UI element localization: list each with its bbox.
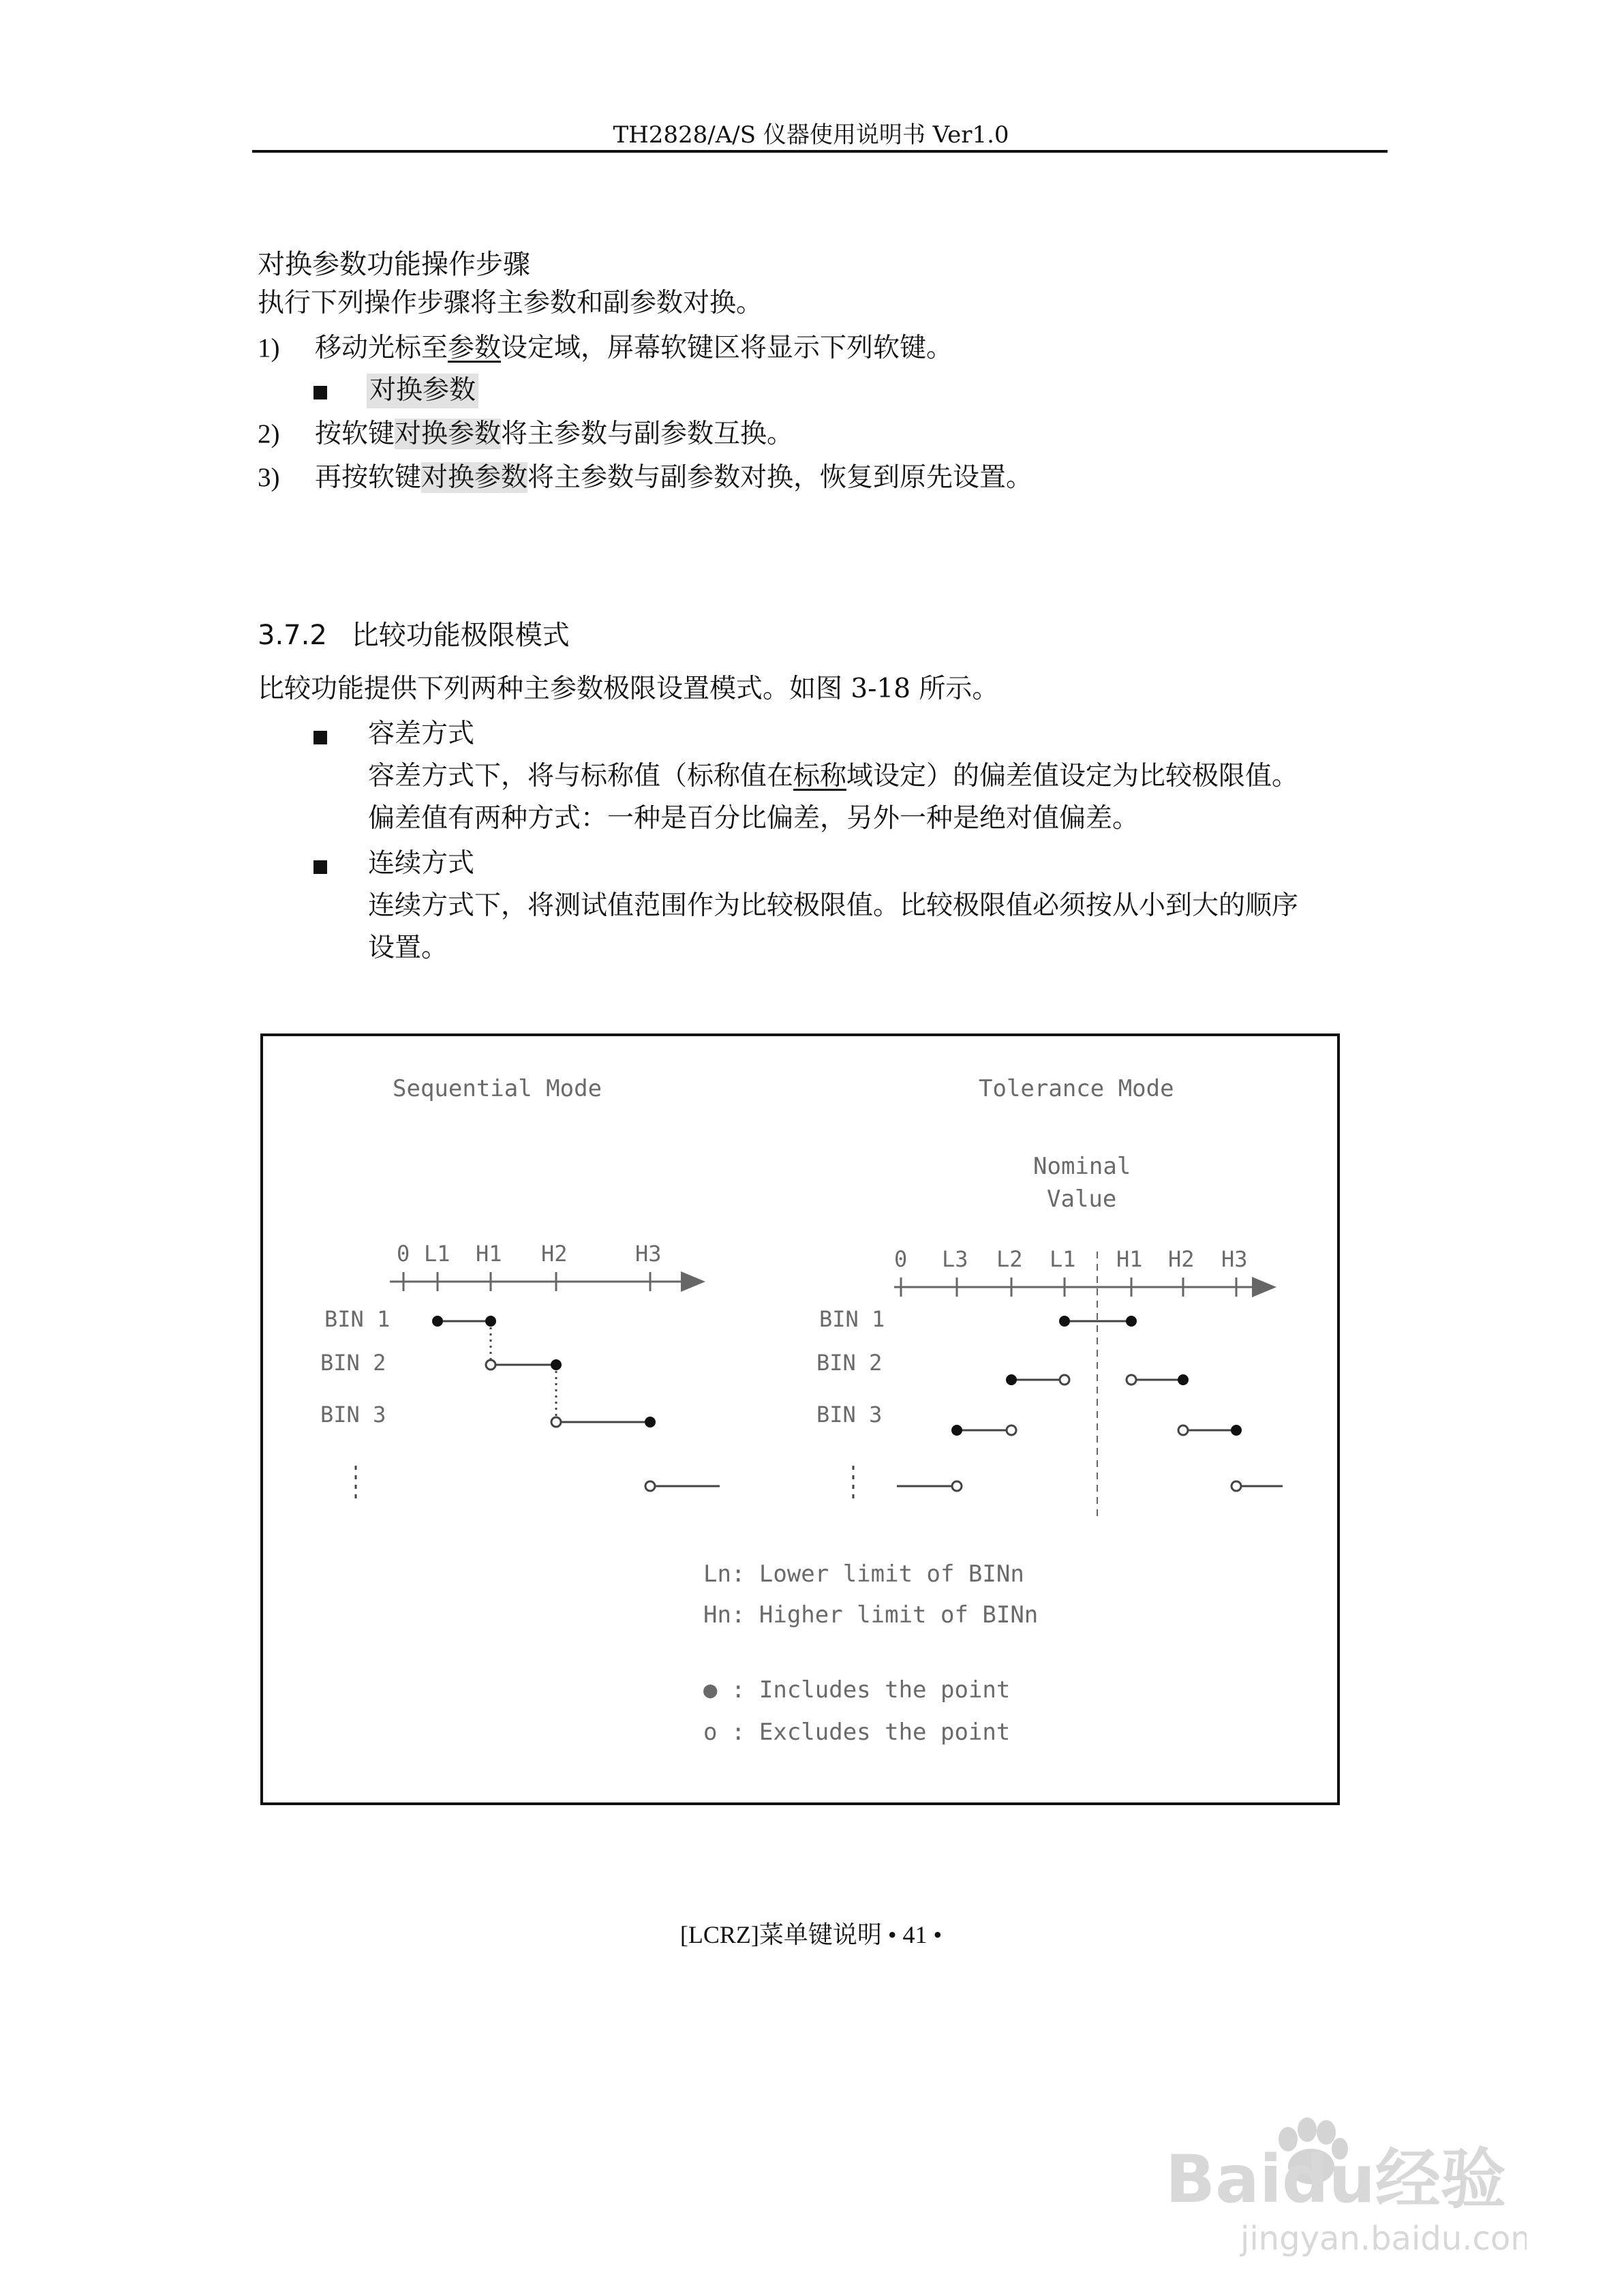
tol-tick-label-l3: L3 xyxy=(942,1246,968,1272)
step-2-post: 将主参数与副参数互换。 xyxy=(501,419,794,449)
header-rule xyxy=(252,150,1388,153)
nominal-label-line-1: Nominal xyxy=(1033,1153,1131,1180)
tol-tick-label-l2: L2 xyxy=(996,1246,1023,1272)
open-point-icon xyxy=(1007,1425,1016,1435)
bullet-icon xyxy=(313,731,327,744)
section-heading xyxy=(258,614,570,652)
step-3-number: 3) xyxy=(258,463,280,492)
filled-point-icon xyxy=(1231,1425,1242,1436)
nominal-field-name: 标称 xyxy=(793,761,847,791)
swap-section-heading: 对换参数功能操作步骤 xyxy=(258,249,530,280)
limit-intro: 比较功能提供下列两种主参数极限设置模式。如图 3-18 所示。 xyxy=(258,674,999,704)
seq-bin-1-label: BIN 1 xyxy=(324,1306,391,1332)
step-1-text xyxy=(315,331,953,366)
open-point-icon xyxy=(1127,1375,1136,1385)
section-title: 比较功能极限模式 xyxy=(351,620,570,651)
seq-tick-label-h1: H1 xyxy=(476,1241,502,1267)
legend-filled-point: ● : Includes the point xyxy=(703,1676,1011,1704)
filled-point-icon xyxy=(485,1316,496,1327)
step-1-post: 设定域，屏幕软键区将显示下列软键。 xyxy=(501,333,953,363)
step-2-text xyxy=(315,417,793,452)
tol-tick-label-h3: H3 xyxy=(1221,1246,1248,1272)
step-3-text xyxy=(315,461,1032,496)
filled-point-icon xyxy=(1006,1374,1017,1385)
seq-tick-label-h3: H3 xyxy=(635,1241,662,1267)
step-3-pre: 再按软键 xyxy=(315,462,422,493)
watermark-graphic xyxy=(1145,2086,1527,2263)
page-footer: [LCRZ]菜单键说明 • 41 • xyxy=(679,1921,943,1948)
filled-point-icon xyxy=(551,1359,562,1370)
tol-bin-2-label: BIN 2 xyxy=(816,1350,883,1376)
page-header-title: TH2828/A/S 仪器使用说明书 Ver1.0 xyxy=(613,121,1009,149)
softkey-ref-step-2: 对换参数 xyxy=(395,419,502,449)
softkey-swap-param: 对换参数 xyxy=(367,374,478,408)
nominal-label-line-2: Value xyxy=(1047,1185,1117,1213)
seq-tick-label-0: 0 xyxy=(397,1241,410,1267)
seq-tick-label-h2: H2 xyxy=(541,1241,568,1267)
seq-bin-2-label: BIN 2 xyxy=(320,1350,386,1376)
legend-open-point: o : Excludes the point xyxy=(703,1719,1011,1746)
tol-tick-label-h1: H1 xyxy=(1116,1246,1143,1272)
swap-intro: 执行下列操作步骤将主参数和副参数对换。 xyxy=(258,288,763,318)
baidu-jingyan-watermark xyxy=(1145,2086,1527,2263)
tol-bin-3-label: BIN 3 xyxy=(816,1402,883,1428)
figure-diagram xyxy=(263,1036,1337,1802)
softkey-ref-step-3: 对换参数 xyxy=(421,462,528,493)
sequential-mode-title: 连续方式 xyxy=(368,848,475,879)
open-point-icon xyxy=(952,1481,962,1491)
sequential-desc-line-2: 设置。 xyxy=(368,933,448,963)
tolerance-desc-line-1 xyxy=(368,759,1298,794)
open-point-icon xyxy=(645,1481,655,1491)
step-1-number: 1) xyxy=(258,333,280,363)
seq-tick-label-l1: L1 xyxy=(424,1241,450,1267)
open-point-icon xyxy=(486,1360,495,1370)
step-1-pre: 移动光标至 xyxy=(315,333,448,363)
figure-limit-modes xyxy=(260,1033,1340,1805)
filled-point-icon xyxy=(645,1417,656,1428)
tolerance-mode-title: 容差方式 xyxy=(368,719,475,749)
watermark-url: jingyan.baidu.com xyxy=(1240,2220,1527,2258)
bullet-icon xyxy=(313,860,327,874)
tolerance-desc-line-2: 偏差值有两种方式：一种是百分比偏差，另外一种是绝对值偏差。 xyxy=(368,803,1139,834)
filled-point-icon xyxy=(432,1316,443,1327)
open-point-icon xyxy=(1178,1425,1188,1435)
filled-point-icon xyxy=(1126,1316,1137,1327)
open-point-icon xyxy=(1060,1375,1069,1385)
step-3-post: 将主参数与副参数对换，恢复到原先设置。 xyxy=(527,462,1033,493)
sequential-desc-line-1: 连续方式下，将测试值范围作为比较极限值。比较极限值必须按从小到大的顺序 xyxy=(368,890,1299,921)
open-point-icon xyxy=(1231,1481,1241,1491)
legend-hn: Hn: Higher limit of BINn xyxy=(703,1601,1039,1629)
filled-point-icon xyxy=(951,1425,962,1436)
legend-ln: Ln: Lower limit of BINn xyxy=(703,1560,1024,1588)
param-field-name: 参数 xyxy=(448,333,502,363)
tolerance-mode-label: Tolerance Mode xyxy=(979,1075,1174,1102)
tol-tick-label-l1: L1 xyxy=(1050,1246,1076,1272)
watermark-brand: Baidu经验 xyxy=(1165,2141,1506,2218)
sequential-mode-label: Sequential Mode xyxy=(393,1075,602,1102)
filled-point-icon xyxy=(1059,1316,1070,1327)
tol-bin-1-label: BIN 1 xyxy=(819,1306,885,1332)
open-point-icon xyxy=(551,1417,561,1427)
tolerance-desc-post: 域设定）的偏差值设定为比较极限值。 xyxy=(846,761,1299,791)
tolerance-desc-pre: 容差方式下，将与标称值（标称值在 xyxy=(368,761,794,791)
filled-point-icon xyxy=(1178,1374,1189,1385)
section-number: 3.7.2 xyxy=(258,620,327,651)
bullet-icon xyxy=(313,386,327,399)
step-2-number: 2) xyxy=(258,419,280,449)
tol-tick-label-h2: H2 xyxy=(1168,1246,1195,1272)
tol-tick-label-0: 0 xyxy=(894,1246,908,1272)
step-2-pre: 按软键 xyxy=(315,419,395,449)
seq-bin-3-label: BIN 3 xyxy=(320,1402,386,1428)
